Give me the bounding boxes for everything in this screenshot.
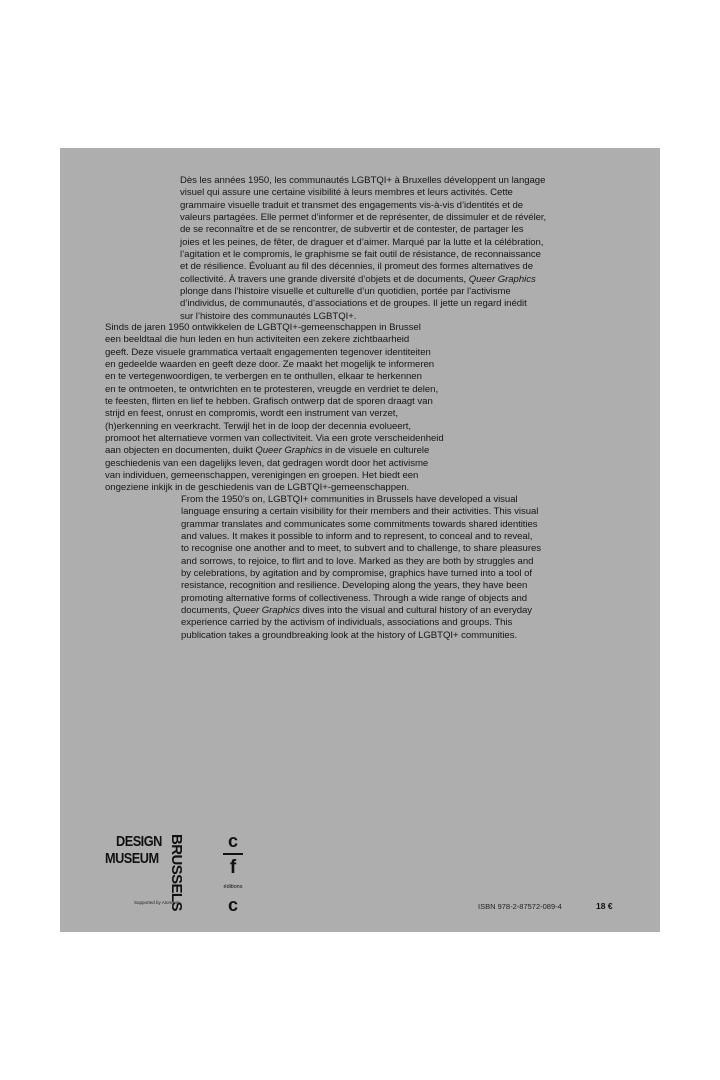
text-line: experience carried by the activism of individuals, associations and groups. This bbox=[181, 617, 513, 629]
isbn-number: ISBN 978-2-87572-089-4 bbox=[478, 902, 562, 911]
design-museum-brussels-logo bbox=[104, 833, 185, 911]
french-blurb bbox=[180, 175, 546, 323]
text-line: language ensuring a certain visibility for their members and their activities. This visual bbox=[181, 506, 539, 518]
cfc-logo-bar bbox=[223, 853, 243, 855]
book-title-italic: Queer Graphics bbox=[255, 445, 323, 457]
text-line: Dès les années 1950, les communautés LGBTQI+ à Bruxelles développent un langage bbox=[180, 175, 546, 186]
text-line: en te ontmoeten, te ontwrichten en te protesteren, vreugde en verdriet te delen, bbox=[105, 383, 439, 395]
text-line bbox=[180, 274, 546, 286]
logo-word-brussels: BRUSSELS bbox=[168, 834, 185, 911]
text-line: te feesten, flirten en lief te hebben. Grafisch ontwerp dat de sporen draagt van bbox=[105, 396, 433, 408]
text-segment: collectivité. À travers une grande diversité d’objets et de documents, bbox=[180, 273, 469, 285]
book-title-italic: Queer Graphics bbox=[468, 273, 536, 285]
text-line: geeft. Deze visuele grammatica vertaalt engagementen tegenover identiteiten bbox=[105, 346, 431, 358]
text-line: geschiedenis van een dagelijks leven, dat gedragen wordt door het activisme bbox=[105, 457, 429, 469]
text-line bbox=[181, 605, 541, 617]
text-line: et de résilience. Évoluant au fil des décennies, il promeut des formes alternatives de bbox=[180, 261, 533, 273]
text-segment: dives into the visual and cultural history of an everyday bbox=[299, 605, 533, 617]
book-title-italic: Queer Graphics bbox=[232, 605, 300, 617]
text-line: to recognise one another and to meet, to subvert and to challenge, to share pleasures bbox=[181, 543, 542, 555]
text-line: ongeziene inkijk in de geschiedenis van de LGBTQI+-gemeenschappen. bbox=[105, 482, 410, 494]
back-cover bbox=[60, 148, 660, 932]
text-line: en te vertegenwoordigen, te verbergen en te onthullen, elkaar te herkennen bbox=[105, 371, 422, 383]
text-line: strijd en feest, onrust en compromis, wordt een instrument van verzet, bbox=[105, 408, 398, 420]
text-line: sur l’histoire des communautés LGBTQI+. bbox=[180, 310, 357, 322]
text-line: resistance, recognition and resilience. Developing along the years, they have been bbox=[181, 580, 528, 592]
text-line: by celebrations, by agitation and by compromise, graphics have turned into a tool of bbox=[181, 568, 532, 580]
text-line: From the 1950’s on, LGBTQI+ communities in Brussels have developed a visual bbox=[181, 494, 518, 505]
text-line: en gedeelde waarden en geeft deze door. Ze maakt het mogelijk te informeren bbox=[105, 359, 435, 371]
text-line: publication takes a groundbreaking look at the history of LGBTQI+ communities. bbox=[181, 629, 518, 641]
supported-by-text: Supported by Atomium bbox=[134, 900, 180, 905]
text-line: d’individus, de communautés, d’associations et de groupes. Il jette un regard inédit bbox=[180, 298, 527, 310]
text-line: de se reconnaître et de se rencontrer, de subvertir et de contester, de partager les bbox=[180, 224, 524, 236]
english-blurb bbox=[181, 494, 541, 642]
text-line: and values. It makes it possible to inform and to represent, to conceal and to reveal, bbox=[181, 531, 533, 543]
text-line: Sinds de jaren 1950 ontwikkelen de LGBTQI+-gemeenschappen in Brussel bbox=[105, 322, 421, 333]
text-line: promoot het alternatieve vormen van collectiviteit. Via een grote verscheidenheid bbox=[105, 433, 444, 445]
price-label: 18 € bbox=[596, 901, 613, 911]
text-line: grammaire visuelle traduit et transmet des engagements vis-à-vis d’identités et de bbox=[180, 199, 524, 211]
text-line: visuel qui assure une certaine visibilité à leurs membres et leurs activités. Cette bbox=[180, 187, 513, 199]
text-line: joies et les peines, de fêter, de draguer et d’aimer. Marqué par la lutte et la célébration, bbox=[180, 236, 544, 248]
text-line bbox=[105, 445, 444, 457]
cfc-logo-editions: éditions bbox=[223, 884, 243, 890]
text-segment: aan objecten en documenten, duikt bbox=[105, 445, 256, 457]
cfc-logo-f: f bbox=[229, 857, 237, 878]
text-line: l’agitation et le compromis, le graphisme se fait outil de résistance, de reconnaissance bbox=[180, 249, 541, 261]
text-line: promoting alternative forms of collectiveness. Through a wide range of objects and bbox=[181, 592, 528, 604]
text-line: (h)erkenning en veerkracht. Terwijl het in de loop der decennia evolueert, bbox=[105, 420, 411, 432]
cfc-logo-top-c: c bbox=[227, 831, 238, 851]
logo-word-design: DESIGN bbox=[116, 833, 162, 850]
text-segment: in de visuele en culturele bbox=[322, 445, 430, 457]
cfc-logo-bottom-c: c bbox=[227, 895, 238, 915]
text-line: valeurs partagées. Elle permet d’informer et de représenter, de dissimuler et de révéler, bbox=[180, 212, 547, 224]
text-line: van individuen, gemeenschappen, verenigingen en groepen. Het biedt een bbox=[105, 470, 419, 482]
dutch-blurb bbox=[105, 322, 444, 495]
text-line: and sorrows, to rejoice, to flirt and to love. Marked as they are both by struggles and bbox=[181, 555, 534, 567]
text-segment: documents, bbox=[181, 605, 233, 617]
logo-word-museum: MUSEUM bbox=[105, 850, 159, 867]
cfc-editions-logo bbox=[220, 832, 246, 916]
text-line: grammar translates and communicates some commitments towards shared identities bbox=[181, 518, 538, 530]
text-line: plonge dans l’histoire visuelle et culturelle d’un quotidien, portée par l’activisme bbox=[180, 286, 511, 298]
text-line: een beeldtaal die hun leden en hun activiteiten een zekere zichtbaarheid bbox=[105, 334, 410, 346]
